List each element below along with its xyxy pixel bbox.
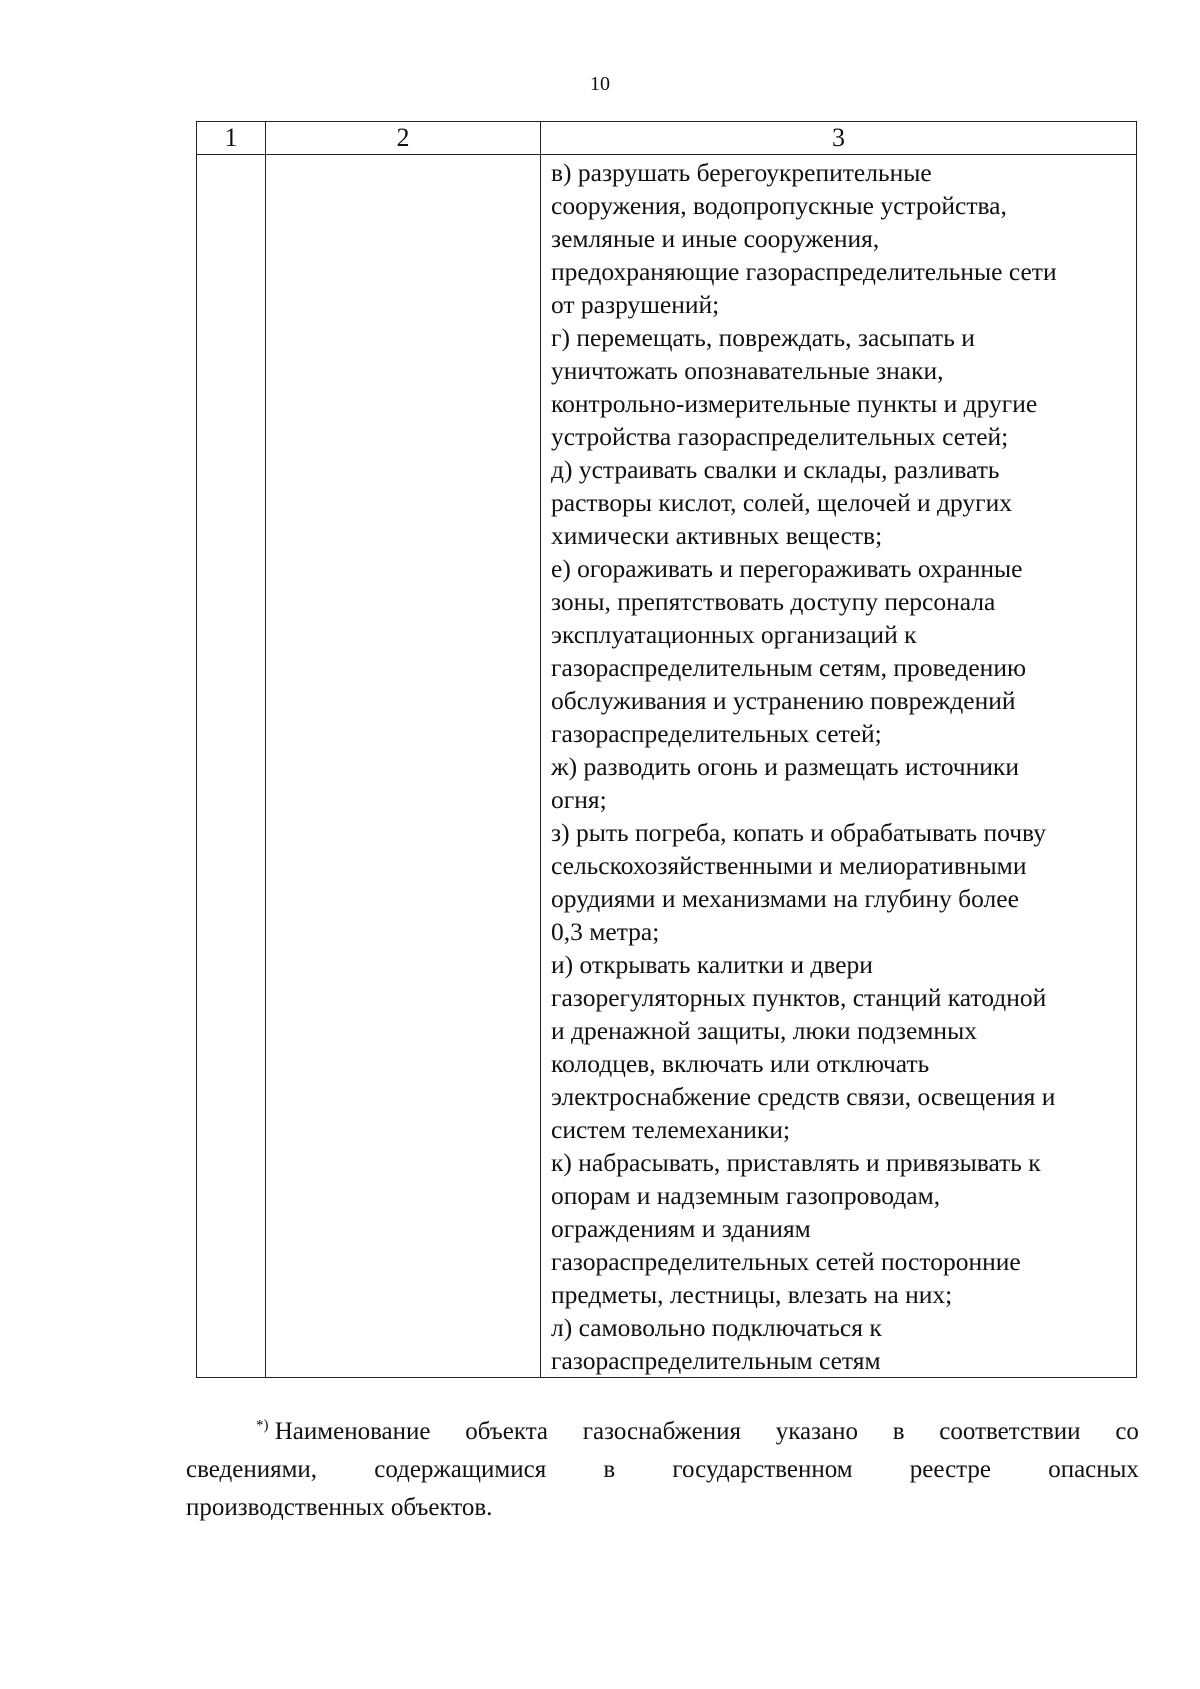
- column-header-1: 1: [197, 122, 266, 155]
- text-line: от разрушений;: [551, 290, 720, 319]
- text-line: орудиями и механизмами на глубину более: [551, 884, 1019, 913]
- text-line: газораспределительным сетям, проведению: [551, 653, 1027, 682]
- cell-column-2: [266, 155, 541, 1378]
- text-line: д) устраивать свалки и склады, разливать: [551, 455, 1000, 484]
- text-line: к) набрасывать, приставлять и привязывать к: [551, 1148, 1041, 1177]
- footnote-word: в: [603, 1456, 616, 1483]
- footnote-word: сведениями,: [186, 1456, 318, 1483]
- text-line: газораспределительных сетей;: [551, 719, 882, 748]
- footnote-word: опасных: [1048, 1456, 1139, 1483]
- table-row: [197, 155, 1137, 1378]
- text-line: в) разрушать берегоукрепительные: [551, 158, 932, 187]
- footnote-word: со: [1115, 1418, 1139, 1445]
- page-number: 10: [590, 73, 610, 95]
- text-line: химически активных веществ;: [551, 521, 883, 550]
- footnote-word: указано: [775, 1418, 858, 1445]
- text-line: ограждениям и зданиям: [551, 1214, 811, 1243]
- text-line: ж) разводить огонь и размещать источники: [551, 752, 1019, 781]
- text-line: систем телемеханики;: [551, 1115, 791, 1144]
- footnote-word: в: [892, 1418, 905, 1445]
- text-line: контрольно-измерительные пункты и другие: [551, 389, 1038, 418]
- footnote-word: объекта: [465, 1418, 549, 1445]
- text-line: уничтожать опознавательные знаки,: [551, 356, 944, 385]
- footnote-line-2: [186, 1451, 1139, 1489]
- text-line: электроснабжение средств связи, освещения и: [551, 1082, 1056, 1111]
- prohibitions-list: [541, 155, 1136, 1377]
- column-header-3: 3: [541, 122, 1137, 155]
- text-line: газораспределительным сетям: [551, 1346, 881, 1375]
- text-line: предохраняющие газораспределительные сети: [551, 257, 1057, 286]
- text-line: предметы, лестницы, влезать на них;: [551, 1280, 953, 1309]
- cell-column-3: [541, 155, 1137, 1378]
- footnote-word: [256, 1413, 431, 1451]
- text-line: эксплуатационных организаций к: [551, 620, 917, 649]
- text-line: е) огораживать и перегораживать охранные: [551, 554, 1023, 583]
- text-line: огня;: [551, 785, 607, 814]
- footnote-line-1: [186, 1413, 1139, 1451]
- text-line: устройства газораспределительных сетей;: [551, 422, 1009, 451]
- footnote-word: газоснабжения: [582, 1418, 741, 1445]
- text-line: зоны, препятствовать доступу персонала: [551, 587, 996, 616]
- text-line: газорегуляторных пунктов, станций катодной: [551, 983, 1047, 1012]
- text-line: колодцев, включать или отключать: [551, 1049, 930, 1078]
- text-line: з) рыть погреба, копать и обрабатывать почву: [551, 818, 1046, 847]
- text-line: и) открывать калитки и двери: [551, 950, 873, 979]
- text-line: г) перемещать, повреждать, засыпать и: [551, 323, 975, 352]
- footnote-mark: *): [256, 1417, 269, 1434]
- text-line: растворы кислот, солей, щелочей и других: [551, 488, 1012, 517]
- requirements-table: [196, 121, 1137, 1378]
- text-line: обслуживания и устранению повреждений: [551, 686, 1016, 715]
- footnote-line-3: производственных объектов.: [186, 1494, 493, 1521]
- text-line: л) самовольно подключаться к: [551, 1313, 882, 1342]
- footnote: [186, 1413, 1139, 1527]
- column-header-2: 2: [266, 122, 541, 155]
- text-line: и дренажной защиты, люки подземных: [551, 1016, 977, 1045]
- cell-column-1: [197, 155, 266, 1378]
- footnote-word: государственном: [672, 1456, 853, 1483]
- footnote-word-text: Наименование: [274, 1418, 431, 1445]
- text-line: сооружения, водопропускные устройства,: [551, 191, 1007, 220]
- text-line: сельскохозяйственными и мелиоративными: [551, 851, 1027, 880]
- text-line: земляные и иные сооружения,: [551, 224, 880, 253]
- footnote-word: соответствии: [939, 1418, 1081, 1445]
- footnote-word: содержащимися: [374, 1456, 547, 1483]
- table-header-row: [197, 122, 1137, 155]
- footnote-word: реестре: [909, 1456, 991, 1483]
- text-line: 0,3 метра;: [551, 917, 660, 946]
- text-line: опорам и надземным газопроводам,: [551, 1181, 941, 1210]
- text-line: газораспределительных сетей посторонние: [551, 1247, 1021, 1276]
